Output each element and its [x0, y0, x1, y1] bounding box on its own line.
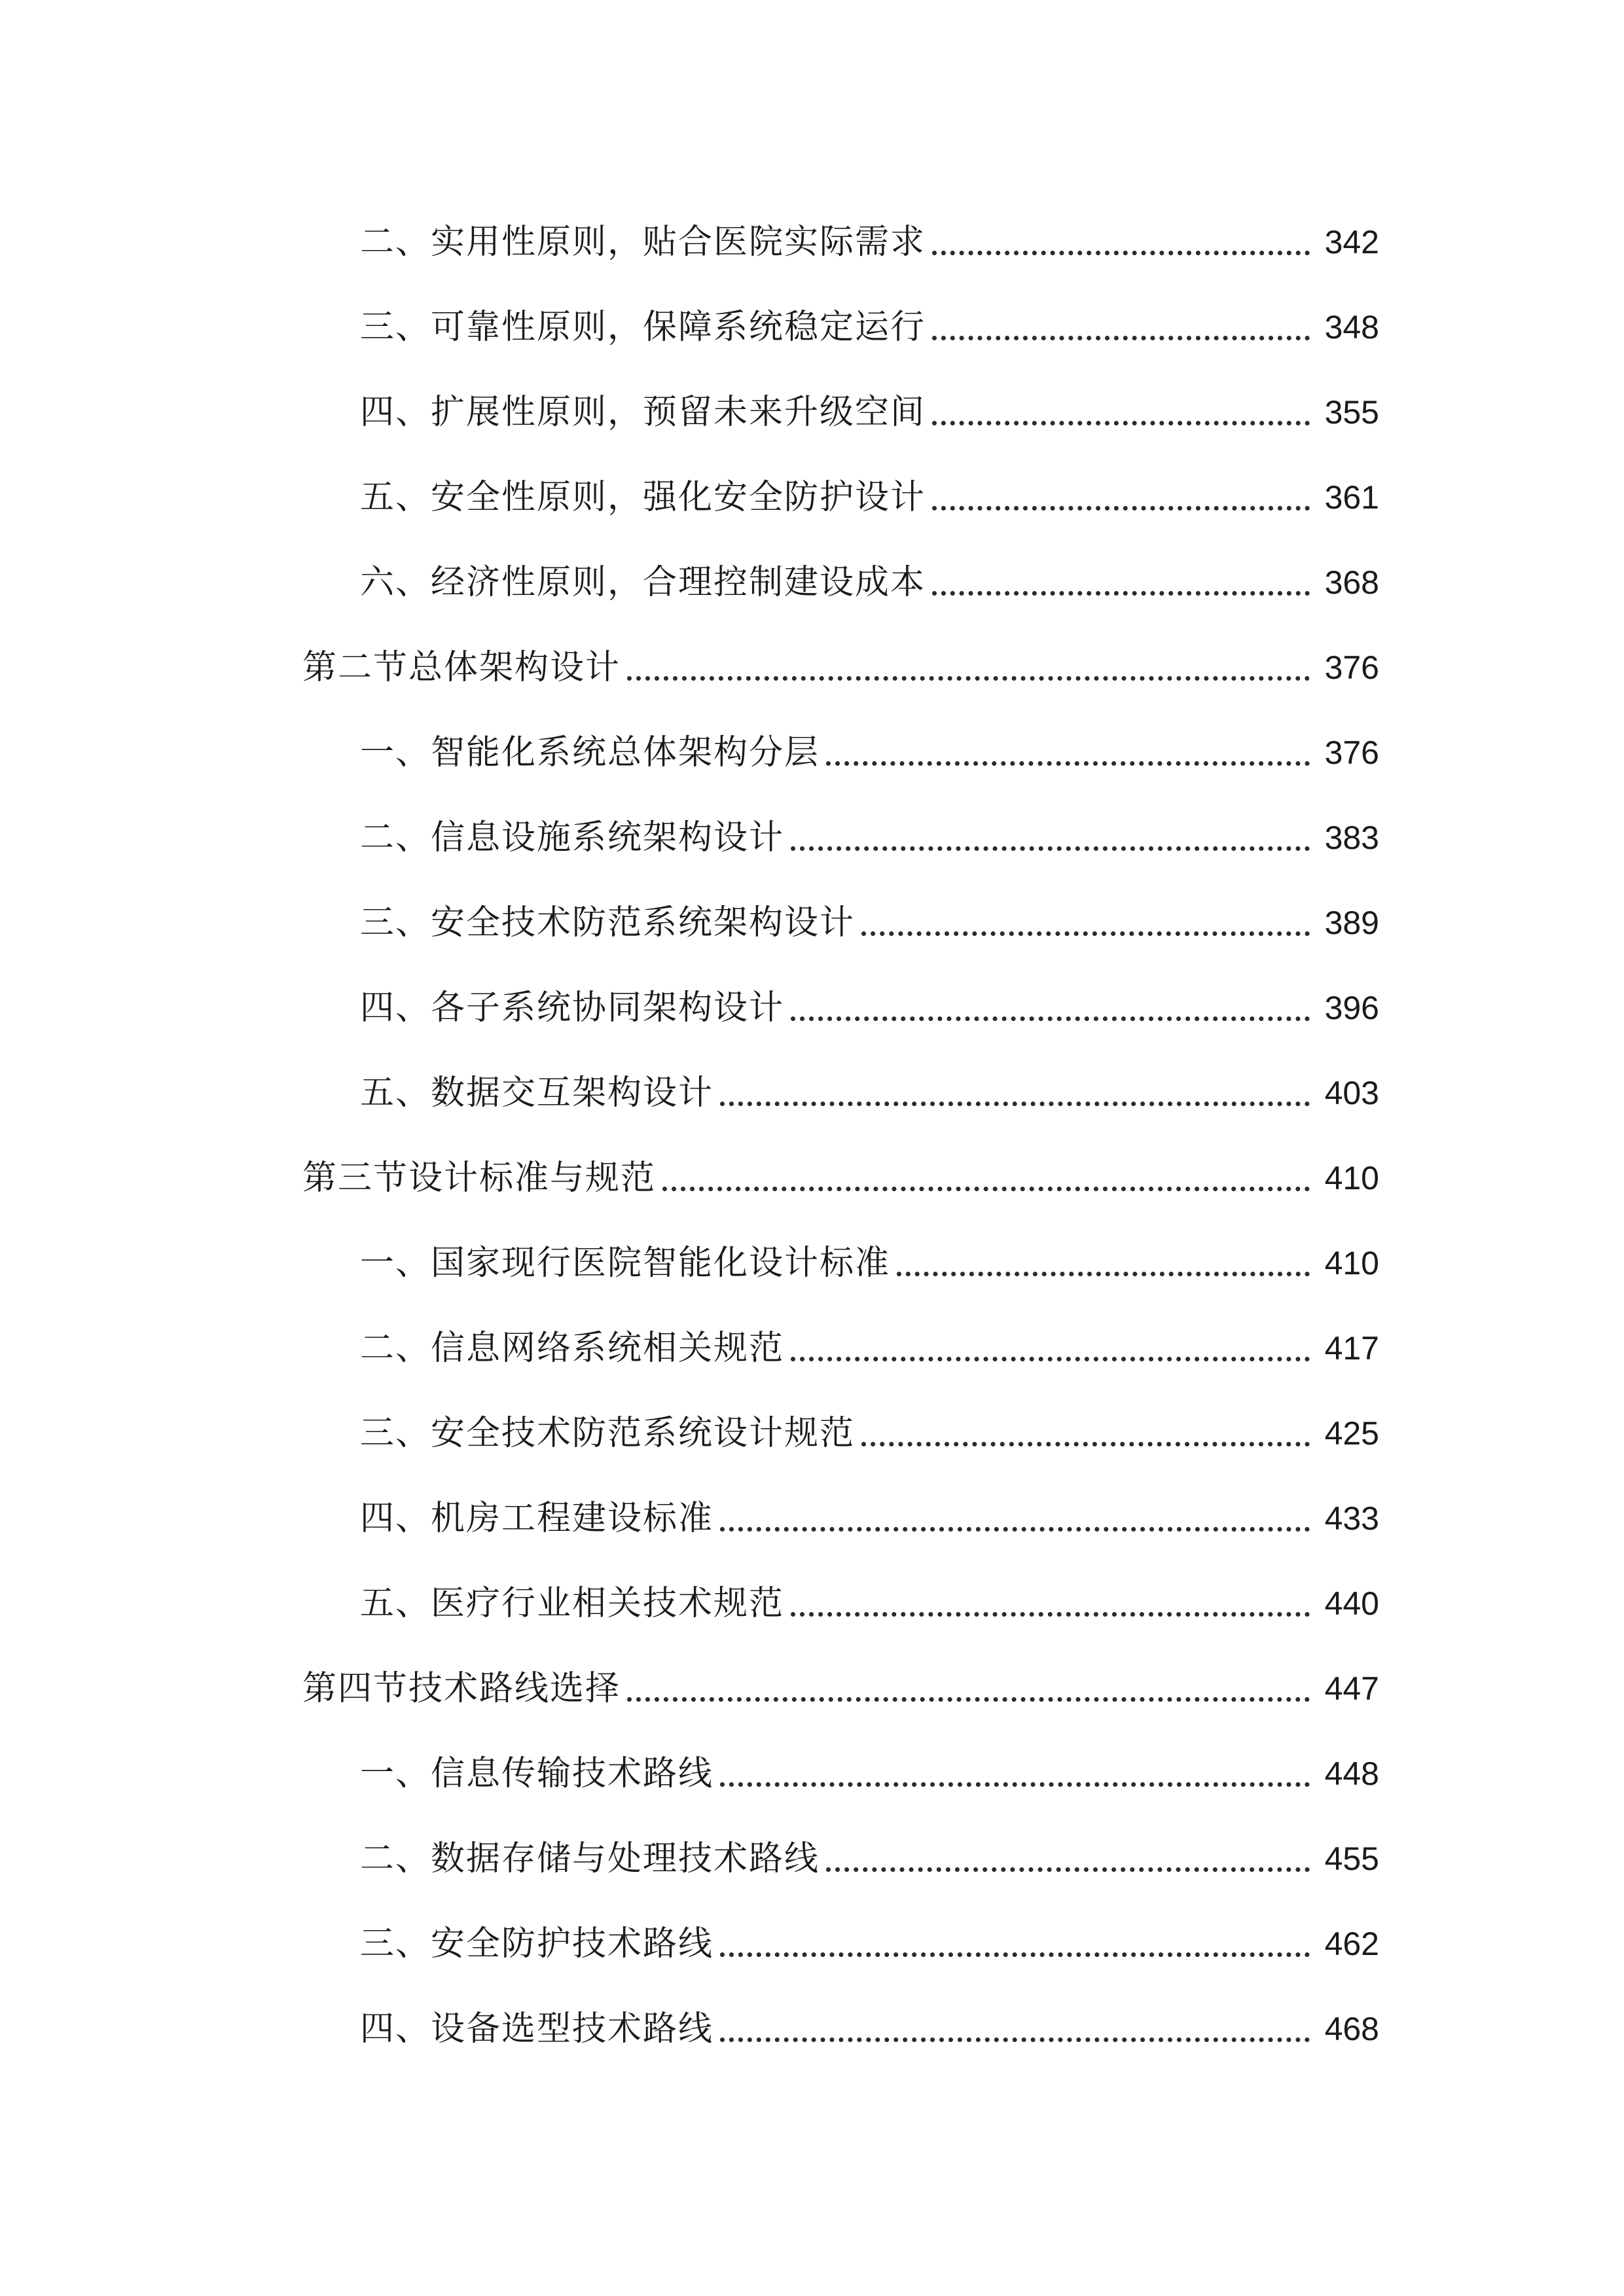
toc-entry-page: 342 [1324, 224, 1379, 260]
toc-entry-page: 410 [1324, 1160, 1379, 1196]
dot-leader [932, 336, 1310, 340]
dot-leader [932, 251, 1310, 255]
dot-leader [720, 2037, 1310, 2042]
dot-leader [720, 1782, 1310, 1787]
dot-leader [932, 421, 1310, 425]
dot-leader [791, 846, 1310, 851]
toc-entry-page: 403 [1324, 1075, 1379, 1111]
toc-entry-title: 二、信息网络系统相关规范 [360, 1329, 785, 1368]
toc-section-entry[interactable] [0, 1649, 1624, 1708]
toc-entry[interactable] [0, 1394, 1624, 1453]
toc-entry-page: 410 [1324, 1245, 1379, 1282]
toc-entry-title: 四、扩展性原则，预留未来升级空间 [360, 393, 926, 432]
toc-entry-page: 376 [1324, 649, 1379, 686]
toc-entry[interactable] [0, 1820, 1624, 1878]
dot-leader [627, 1697, 1310, 1702]
toc-entry-title: 三、安全技术防范系统架构设计 [360, 903, 856, 942]
toc-entry-title: 一、国家现行医院智能化设计标准 [360, 1244, 891, 1283]
toc-entry-page: 433 [1324, 1500, 1379, 1537]
dot-leader [791, 1016, 1310, 1021]
toc-entry-title: 一、智能化系统总体架构分层 [360, 733, 820, 772]
dot-leader [720, 1102, 1310, 1106]
toc-entry-title: 第三节设计标准与规范 [302, 1158, 657, 1198]
toc-entry-title: 第四节技术路线选择 [302, 1669, 621, 1708]
toc-entry[interactable] [0, 1905, 1624, 1964]
toc-entry[interactable] [0, 203, 1624, 262]
toc-entry-page: 425 [1324, 1415, 1379, 1452]
toc-entry[interactable] [0, 713, 1624, 772]
toc-entry-title: 三、安全技术防范系统设计规范 [360, 1414, 856, 1453]
toc-entry[interactable] [0, 884, 1624, 942]
toc-entry-title: 第二节总体架构设计 [302, 648, 621, 687]
toc-entry-page: 440 [1324, 1585, 1379, 1622]
toc-entry[interactable] [0, 543, 1624, 602]
toc-entry-title: 五、医疗行业相关技术规范 [360, 1584, 785, 1623]
dot-leader [791, 1612, 1310, 1617]
toc-entry[interactable] [0, 1224, 1624, 1283]
toc-entry[interactable] [0, 288, 1624, 347]
toc-entry-title: 三、可靠性原则，保障系统稳定运行 [360, 308, 926, 347]
toc-entry-page: 355 [1324, 394, 1379, 431]
toc-entry-title: 三、安全防护技术路线 [360, 1924, 714, 1964]
toc-entry-page: 455 [1324, 1840, 1379, 1877]
toc-entry-title: 一、信息传输技术路线 [360, 1754, 714, 1793]
toc-entry[interactable] [0, 1054, 1624, 1113]
toc-entry[interactable] [0, 1564, 1624, 1623]
dot-leader [932, 506, 1310, 511]
dot-leader [791, 1357, 1310, 1361]
toc-entry-title: 五、数据交互架构设计 [360, 1073, 714, 1113]
toc-entry[interactable] [0, 1479, 1624, 1538]
toc-entry-page: 417 [1324, 1330, 1379, 1367]
toc-entry[interactable] [0, 373, 1624, 432]
toc-entry-page: 389 [1324, 905, 1379, 941]
toc-entry-title: 四、各子系统协同架构设计 [360, 988, 785, 1028]
toc-entry-page: 468 [1324, 2011, 1379, 2047]
toc-entry-title: 六、经济性原则，合理控制建设成本 [360, 563, 926, 602]
toc-entry-page: 462 [1324, 1926, 1379, 1962]
toc-entry[interactable] [0, 1309, 1624, 1368]
toc-entry[interactable] [0, 1990, 1624, 2049]
toc-entry-page: 447 [1324, 1670, 1379, 1707]
dot-leader [662, 1187, 1310, 1191]
toc-entry-page: 376 [1324, 734, 1379, 771]
toc-entry-title: 四、机房工程建设标准 [360, 1499, 714, 1538]
dot-leader [826, 1867, 1310, 1872]
toc-entry-page: 361 [1324, 479, 1379, 516]
toc-entry-page: 396 [1324, 990, 1379, 1026]
dot-leader [720, 1527, 1310, 1532]
toc-entry[interactable] [0, 969, 1624, 1028]
dot-leader [861, 931, 1310, 936]
toc-entry[interactable] [0, 458, 1624, 517]
dot-leader [932, 591, 1310, 596]
toc-entry-title: 二、信息设施系统架构设计 [360, 818, 785, 857]
dot-leader [627, 676, 1310, 681]
toc-entry-title: 五、安全性原则，强化安全防护设计 [360, 478, 926, 517]
toc-section-entry[interactable] [0, 1139, 1624, 1198]
toc-entry[interactable] [0, 798, 1624, 857]
dot-leader [826, 761, 1310, 766]
dot-leader [720, 1952, 1310, 1957]
toc-entry[interactable] [0, 1734, 1624, 1793]
toc-entry-page: 383 [1324, 819, 1379, 856]
toc-entry-page: 348 [1324, 309, 1379, 346]
toc-section-entry[interactable] [0, 628, 1624, 687]
dot-leader [861, 1442, 1310, 1446]
toc-entry-page: 448 [1324, 1755, 1379, 1792]
toc-entry-page: 368 [1324, 564, 1379, 601]
toc-entry-title: 二、实用性原则，贴合医院实际需求 [360, 223, 926, 262]
toc-entry-title: 二、数据存储与处理技术路线 [360, 1839, 820, 1878]
dot-leader [897, 1272, 1310, 1276]
toc-entry-title: 四、设备选型技术路线 [360, 2009, 714, 2049]
